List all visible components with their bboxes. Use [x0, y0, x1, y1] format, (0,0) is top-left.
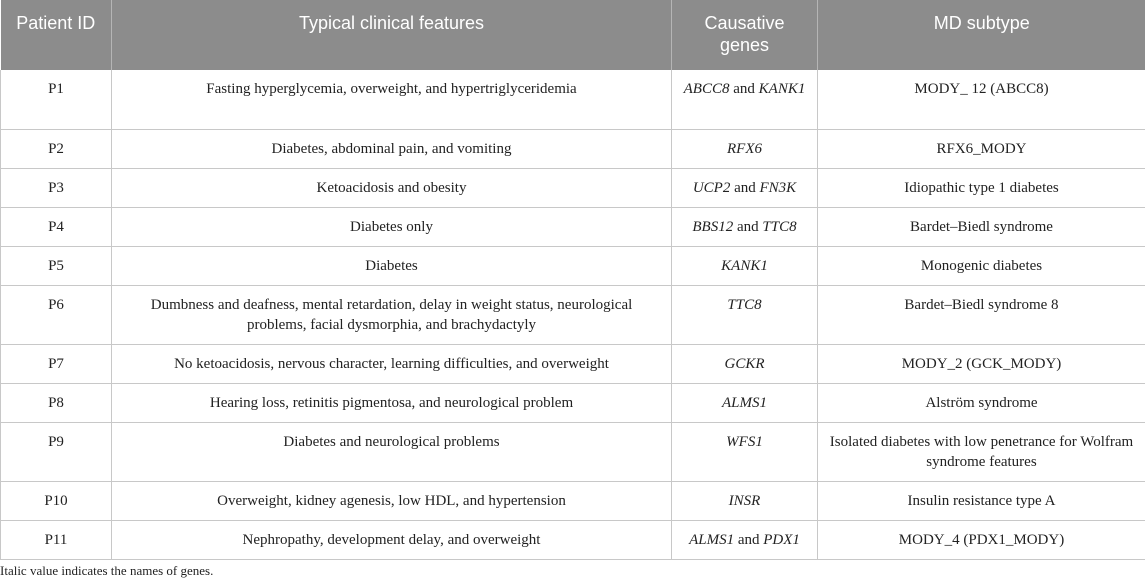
table-row	[1, 383, 1145, 422]
cell-features: Ketoacidosis and obesity	[112, 168, 672, 207]
cell-genes	[672, 383, 818, 422]
cell-genes	[672, 129, 818, 168]
gene-name: TTC8	[727, 296, 762, 313]
cell-patient-id: P4	[1, 207, 112, 246]
cell-patient-id: P11	[1, 520, 112, 559]
cell-genes	[672, 344, 818, 383]
cell-subtype: Alström syndrome	[818, 383, 1145, 422]
gene-conjunction: and	[734, 531, 764, 548]
cell-features: Diabetes and neurological problems	[112, 422, 672, 481]
cell-subtype: Insulin resistance type A	[818, 481, 1145, 520]
cell-features: Hearing loss, retinitis pigmentosa, and neurological problem	[112, 383, 672, 422]
gene-name: INSR	[728, 492, 761, 509]
gene-name: PDX1	[763, 531, 800, 548]
cell-patient-id: P10	[1, 481, 112, 520]
gene-name: ALMS1	[689, 531, 735, 548]
header-row	[1, 0, 1145, 70]
cell-subtype: MODY_2 (GCK_MODY)	[818, 344, 1145, 383]
cell-features: Overweight, kidney agenesis, low HDL, and hypertension	[112, 481, 672, 520]
table-row	[1, 168, 1145, 207]
table-row	[1, 207, 1145, 246]
table-row	[1, 70, 1145, 129]
gene-name: RFX6	[727, 140, 762, 157]
gene-name: FN3K	[759, 179, 797, 196]
cell-genes	[672, 207, 818, 246]
gene-conjunction: and	[733, 218, 763, 235]
cell-subtype: MODY_4 (PDX1_MODY)	[818, 520, 1145, 559]
cell-features: Fasting hyperglycemia, overweight, and hypertriglyceridemia	[112, 70, 672, 129]
cell-subtype: Bardet–Biedl syndrome 8	[818, 285, 1145, 344]
cell-genes	[672, 481, 818, 520]
cell-patient-id: P7	[1, 344, 112, 383]
cell-genes	[672, 520, 818, 559]
table-row	[1, 285, 1145, 344]
table-row	[1, 344, 1145, 383]
header-patient-id: Patient ID	[1, 0, 112, 70]
gene-name: UCP2	[692, 179, 731, 196]
cell-subtype: Bardet–Biedl syndrome	[818, 207, 1145, 246]
gene-name: BBS12	[692, 218, 734, 235]
cell-patient-id: P1	[1, 70, 112, 129]
cell-features: Dumbness and deafness, mental retardation, delay in weight status, neurological problems, facial dysmorphia, and brachydactyly	[112, 285, 672, 344]
cell-features: No ketoacidosis, nervous character, learning difficulties, and overweight	[112, 344, 672, 383]
table-header	[1, 0, 1145, 70]
cell-patient-id: P5	[1, 246, 112, 285]
header-clinical-features: Typical clinical features	[112, 0, 672, 70]
gene-conjunction: and	[730, 179, 760, 196]
header-md-subtype: MD subtype	[818, 0, 1145, 70]
gene-name: GCKR	[724, 355, 765, 372]
table-footnote: Italic value indicates the names of genes.	[0, 563, 214, 578]
cell-genes	[672, 285, 818, 344]
cell-patient-id: P6	[1, 285, 112, 344]
table-row	[1, 129, 1145, 168]
cell-genes	[672, 246, 818, 285]
cell-subtype: Monogenic diabetes	[818, 246, 1145, 285]
cell-features: Nephropathy, development delay, and overweight	[112, 520, 672, 559]
cell-features: Diabetes, abdominal pain, and vomiting	[112, 129, 672, 168]
table-row	[1, 520, 1145, 559]
gene-name: WFS1	[726, 433, 763, 450]
cell-patient-id: P2	[1, 129, 112, 168]
cell-genes	[672, 168, 818, 207]
cell-patient-id: P9	[1, 422, 112, 481]
cell-features: Diabetes only	[112, 207, 672, 246]
header-causative-genes: Causative genes	[672, 0, 818, 70]
gene-name: KANK1	[721, 257, 768, 274]
gene-conjunction: and	[729, 81, 759, 97]
cell-patient-id: P3	[1, 168, 112, 207]
cell-features: Diabetes	[112, 246, 672, 285]
table-row	[1, 246, 1145, 285]
table-row	[1, 481, 1145, 520]
gene-name: ABCC8	[683, 81, 730, 97]
gene-name: TTC8	[762, 218, 797, 235]
cell-subtype: MODY_ 12 (ABCC8)	[818, 70, 1145, 129]
table-body	[1, 70, 1145, 559]
cell-subtype: Isolated diabetes with low penetrance for Wolfram syndrome features	[818, 422, 1145, 481]
cell-patient-id: P8	[1, 383, 112, 422]
gene-name: KANK1	[758, 81, 806, 97]
cell-genes	[672, 70, 818, 129]
cell-genes	[672, 422, 818, 481]
table-row	[1, 422, 1145, 481]
cell-subtype: Idiopathic type 1 diabetes	[818, 168, 1145, 207]
cell-subtype: RFX6_MODY	[818, 129, 1145, 168]
gene-name: ALMS1	[722, 394, 767, 411]
